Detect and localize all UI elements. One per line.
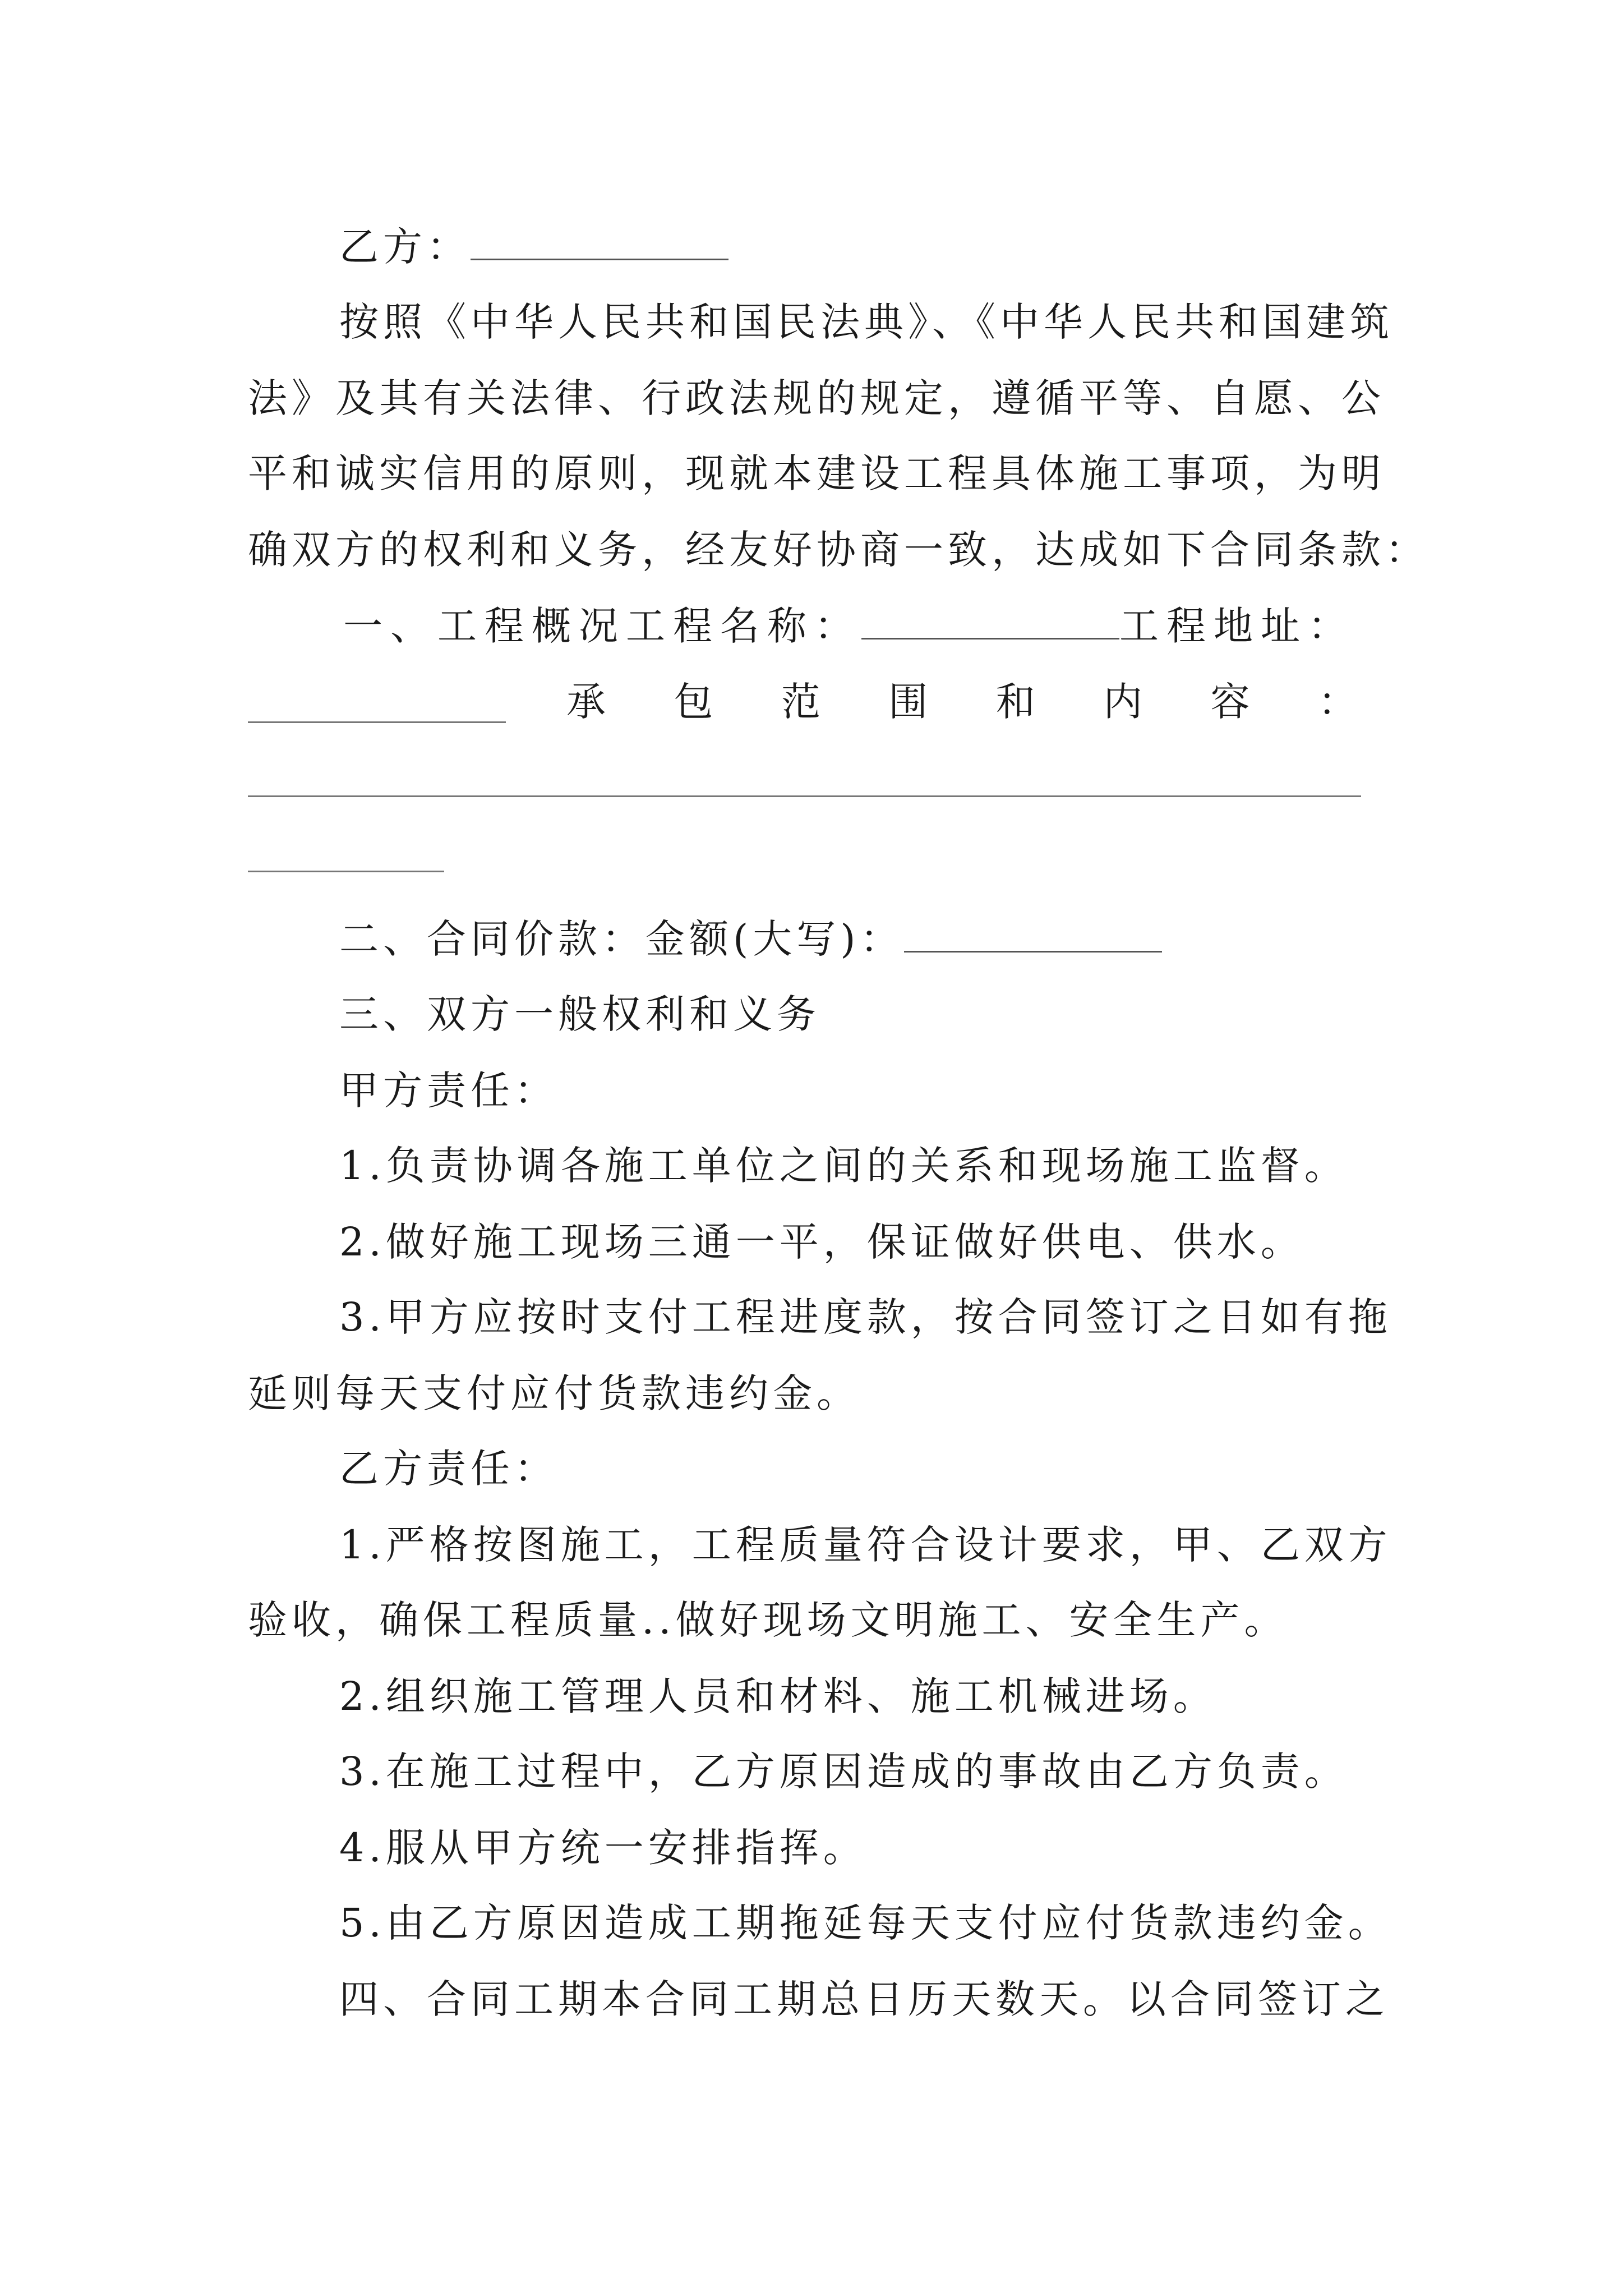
party-a-duties-title: 甲方责任： — [339, 1068, 558, 1114]
party-b-label: 乙方： — [339, 224, 471, 270]
scope-char: 范 — [781, 679, 820, 725]
party-b-duties-title: 乙方责任： — [339, 1446, 558, 1492]
intro-line-4: 确双方的权利和义务，经友好协商一致，达成如下合同条款： — [248, 527, 1429, 573]
intro-line-1: 按照《中华人民共和国民法典》、《中华人民共和国建筑 — [339, 299, 1394, 345]
scope-char: 承 — [566, 679, 606, 725]
project-name-label: 一、工程概况工程名称： — [343, 603, 861, 649]
party-a-duty-2: 2.做好施工现场三通一平，保证做好供电、供水。 — [339, 1219, 1304, 1265]
scope-char: 容 — [1210, 679, 1250, 725]
section1-line — [343, 599, 1355, 653]
scope-char: 包 — [674, 679, 713, 725]
project-name-blank — [861, 605, 1119, 639]
intro-line-2: 法》及其有关法律、行政法规的规定，遵循平等、自愿、公 — [248, 375, 1385, 421]
party-b-duty-4: 4.服从甲方统一安排指挥。 — [339, 1825, 867, 1871]
section4-line: 四、合同工期本合同工期总日历天数天。以合同签订之 — [339, 1976, 1389, 2022]
scope-blank-line-1 — [248, 795, 1361, 797]
contract-price-blank — [904, 918, 1162, 953]
party-b-line — [339, 220, 728, 274]
scope-blank-line-2 — [248, 871, 444, 872]
party-b-duty-2: 2.组织施工管理人员和材料、施工机械进场。 — [339, 1673, 1217, 1719]
scope-char: 和 — [995, 679, 1035, 725]
scope-label — [566, 675, 1357, 729]
party-a-duty-3-line-2: 延则每天支付应付货款违约金。 — [248, 1370, 860, 1416]
project-address-label: 工程地址： — [1119, 603, 1355, 649]
party-b-duty-1-line-1: 1.严格按图施工，工程质量符合设计要求，甲、乙双方 — [339, 1522, 1392, 1568]
party-b-duty-5: 5.由乙方原因造成工期拖延每天支付应付货款违约金。 — [339, 1900, 1392, 1946]
address-blank — [248, 721, 506, 723]
scope-char: ： — [1317, 679, 1357, 725]
party-a-duty-1: 1.负责协调各施工单位之间的关系和现场施工监督。 — [339, 1143, 1348, 1189]
party-b-duty-1-line-2: 验收，确保工程质量..做好现场文明施工、安全生产。 — [248, 1597, 1288, 1643]
party-a-duty-3-line-1: 3.甲方应按时支付工程进度款，按合同签订之日如有拖 — [339, 1294, 1392, 1340]
section2-line — [339, 912, 1162, 966]
intro-line-3: 平和诚实信用的原则，现就本建设工程具体施工事项，为明 — [248, 450, 1385, 496]
section3-heading: 三、双方一般权利和义务 — [339, 991, 820, 1037]
scope-char: 围 — [888, 679, 928, 725]
scope-char: 内 — [1103, 679, 1143, 725]
party-b-blank — [471, 226, 728, 260]
contract-price-label: 二、合同价款：金额(大写)： — [339, 916, 904, 962]
party-b-duty-3: 3.在施工过程中，乙方原因造成的事故由乙方负责。 — [339, 1749, 1348, 1795]
